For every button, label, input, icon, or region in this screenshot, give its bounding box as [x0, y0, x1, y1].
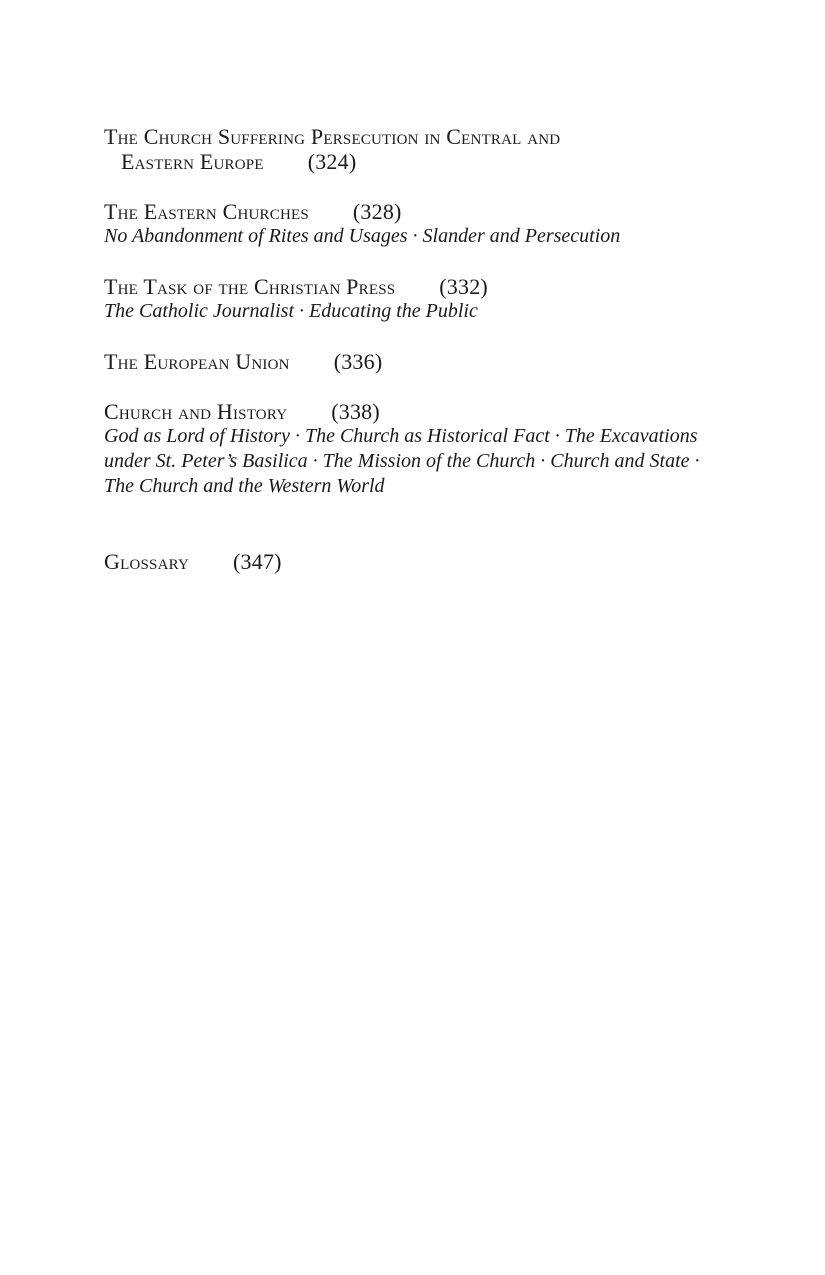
entry-title-line-2 — [104, 149, 744, 174]
entry-page-number: (347) — [233, 549, 282, 574]
toc-entry-church-and-history — [104, 399, 744, 499]
toc-entry-glossary — [104, 549, 744, 574]
entry-page-number: (328) — [352, 199, 402, 224]
entry-title-line — [104, 549, 744, 574]
entry-subtitle-line-2: under St. Peter’s Basilica · The Mission of the Church · Church and State · — [104, 450, 700, 472]
entry-title: Church and History — [104, 399, 288, 424]
entry-page-number: (332) — [439, 274, 488, 299]
toc-entry-persecution — [104, 124, 744, 174]
entry-subtitle-line-3: The Church and the Western World — [104, 475, 385, 497]
entry-title-line — [104, 199, 744, 224]
entry-title-line — [104, 399, 744, 424]
entry-title: Glossary — [104, 549, 190, 574]
entry-title-continuation: Eastern Europe — [121, 149, 264, 174]
entry-title: The Eastern Churches — [104, 199, 309, 224]
entry-subtitle: No Abandonment of Rites and Usages · Slander and Persecution — [104, 225, 621, 247]
toc-entry-eastern-churches — [104, 199, 744, 249]
entry-title-line — [104, 274, 744, 299]
entry-title: The Task of the Christian Press — [104, 274, 396, 299]
entry-page-number: (336) — [333, 349, 383, 374]
entry-title-line — [104, 349, 744, 374]
entry-title-line-1: The Church Suffering Persecution in Central and — [104, 124, 561, 149]
toc-entry-european-union — [104, 349, 744, 374]
entry-subtitle-line-1: God as Lord of History · The Church as Historical Fact · The Excavations — [104, 425, 698, 447]
entry-page-number: (324) — [307, 149, 357, 174]
entry-page-number: (338) — [331, 399, 380, 424]
entry-title: The European Union — [104, 349, 290, 374]
toc-entry-christian-press — [104, 274, 744, 324]
entry-subtitle: The Catholic Journalist · Educating the Public — [104, 300, 478, 322]
